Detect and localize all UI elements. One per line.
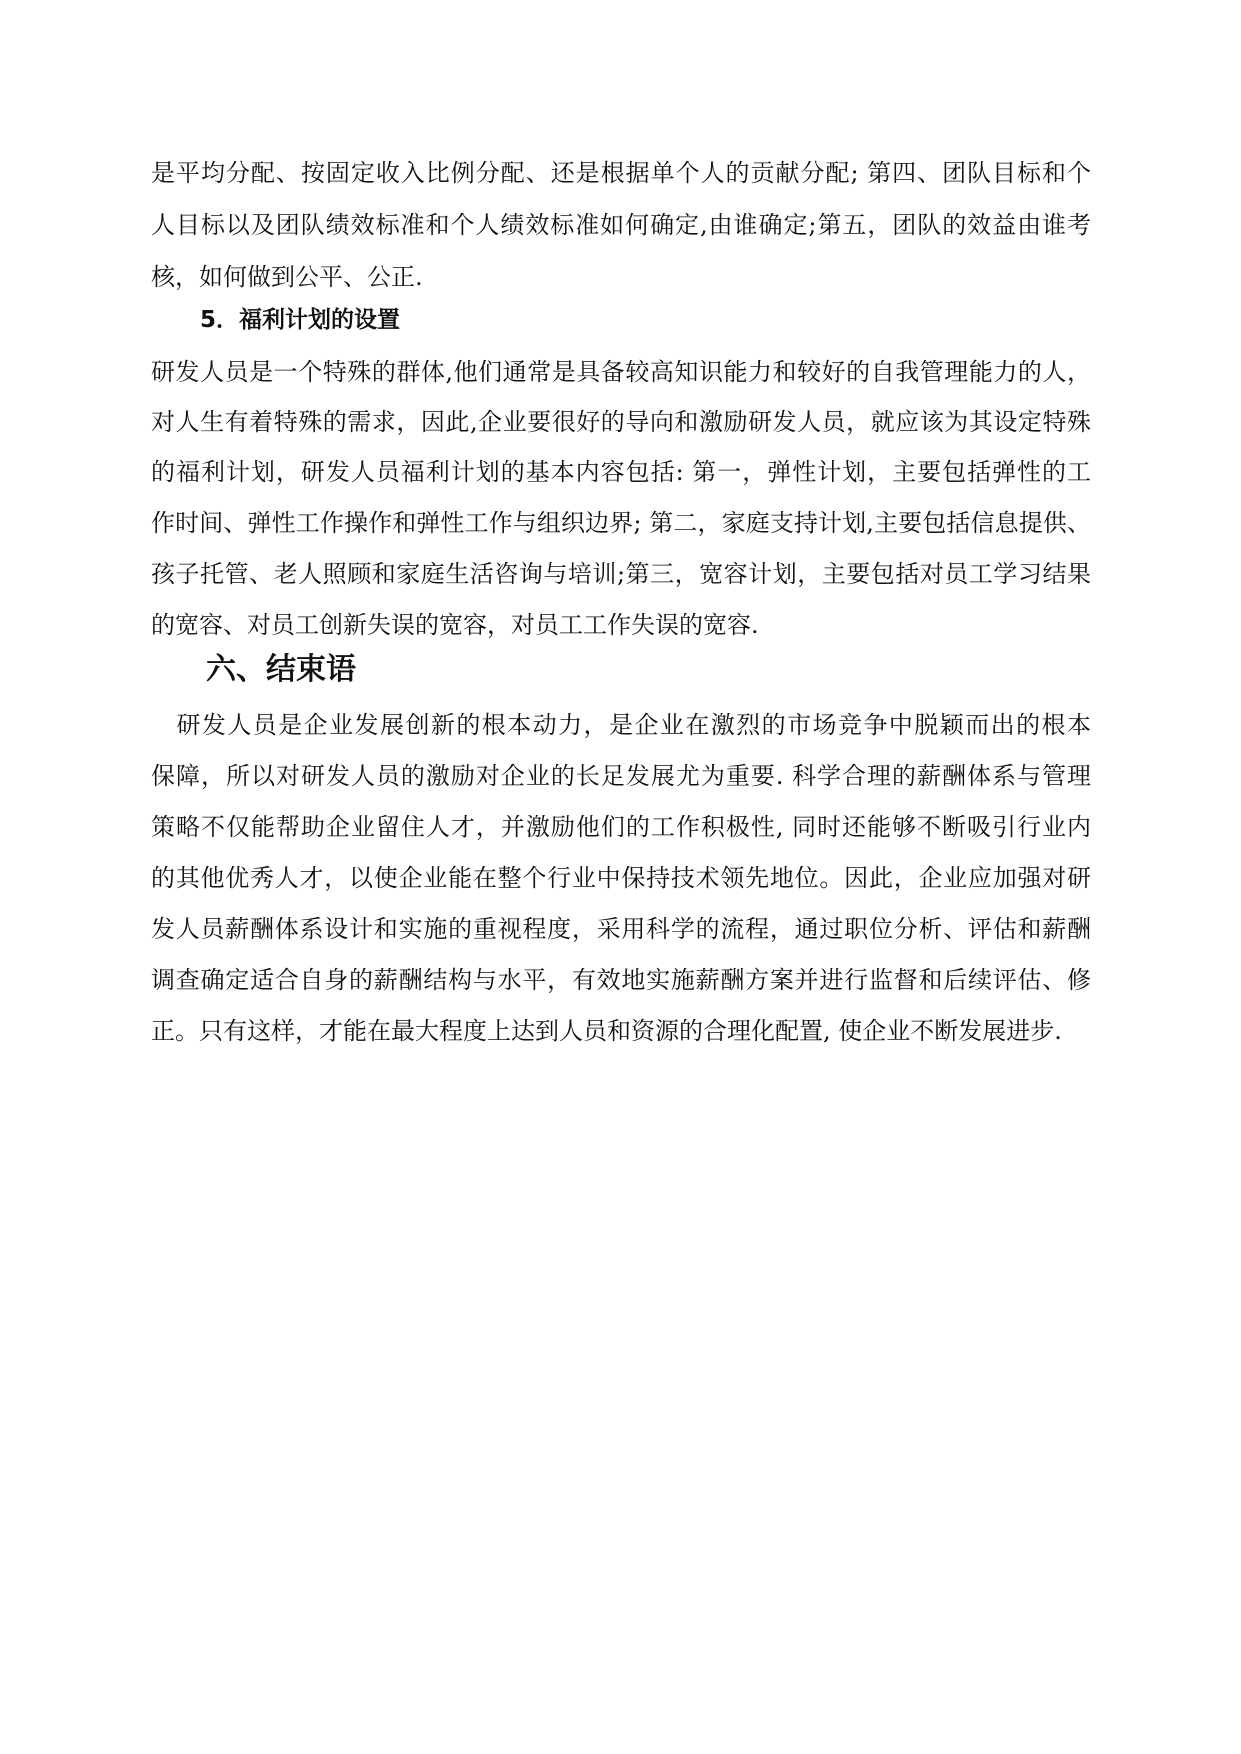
paragraph-line: 作时间、弹性工作操作和弹性工作与组织边界; 第二，家庭支持计划,主要包括信息提供、 — [151, 509, 1091, 537]
paragraph-line: 核，如何做到公平、公正. — [151, 263, 423, 291]
paragraph-line: 研发人员是企业发展创新的根本动力，是企业在激烈的市场竞争中脱颖而出的根本 — [151, 711, 1091, 739]
paragraph-line: 发人员薪酬体系设计和实施的重视程度，采用科学的流程，通过职位分析、评估和薪酬 — [151, 915, 1091, 943]
section-5-heading: 5．福利计划的设置 — [200, 307, 401, 333]
paragraph-line: 人目标以及团队绩效标准和个人绩效标准如何确定,由谁确定;第五，团队的效益由谁考 — [151, 211, 1091, 239]
paragraph-line: 调查确定适合自身的薪酬结构与水平，有效地实施薪酬方案并进行监督和后续评估、修 — [151, 966, 1091, 994]
paragraph-line: 正。只有这样，才能在最大程度上达到人员和资源的合理化配置, 使企业不断发展进步. — [151, 1017, 1062, 1045]
paragraph-line: 是平均分配、按固定收入比例分配、还是根据单个人的贡献分配; 第四、团队目标和个 — [151, 159, 1091, 187]
paragraph-line: 的宽容、对员工创新失误的宽容，对员工工作失误的宽容. — [151, 611, 759, 639]
paragraph-line: 的其他优秀人才，以使企业能在整个行业中保持技术领先地位。因此，企业应加强对研 — [151, 864, 1091, 892]
paragraph-line: 保障，所以对研发人员的激励对企业的长足发展尤为重要. 科学合理的薪酬体系与管理 — [151, 762, 1091, 790]
section-6-heading: 六、结束语 — [206, 652, 356, 687]
paragraph-line: 孩子托管、老人照顾和家庭生活咨询与培训;第三，宽容计划，主要包括对员工学习结果 — [151, 560, 1091, 588]
paragraph-line: 策略不仅能帮助企业留住人才，并激励他们的工作积极性, 同时还能够不断吸引行业内 — [151, 813, 1091, 841]
paragraph-line: 的福利计划，研发人员福利计划的基本内容包括: 第一，弹性计划，主要包括弹性的工 — [151, 458, 1091, 486]
paragraph-line: 对人生有着特殊的需求，因此,企业要很好的导向和激励研发人员，就应该为其设定特殊 — [151, 408, 1091, 436]
paragraph-line: 研发人员是一个特殊的群体,他们通常是具备较高知识能力和较好的自我管理能力的人， — [151, 358, 1091, 386]
